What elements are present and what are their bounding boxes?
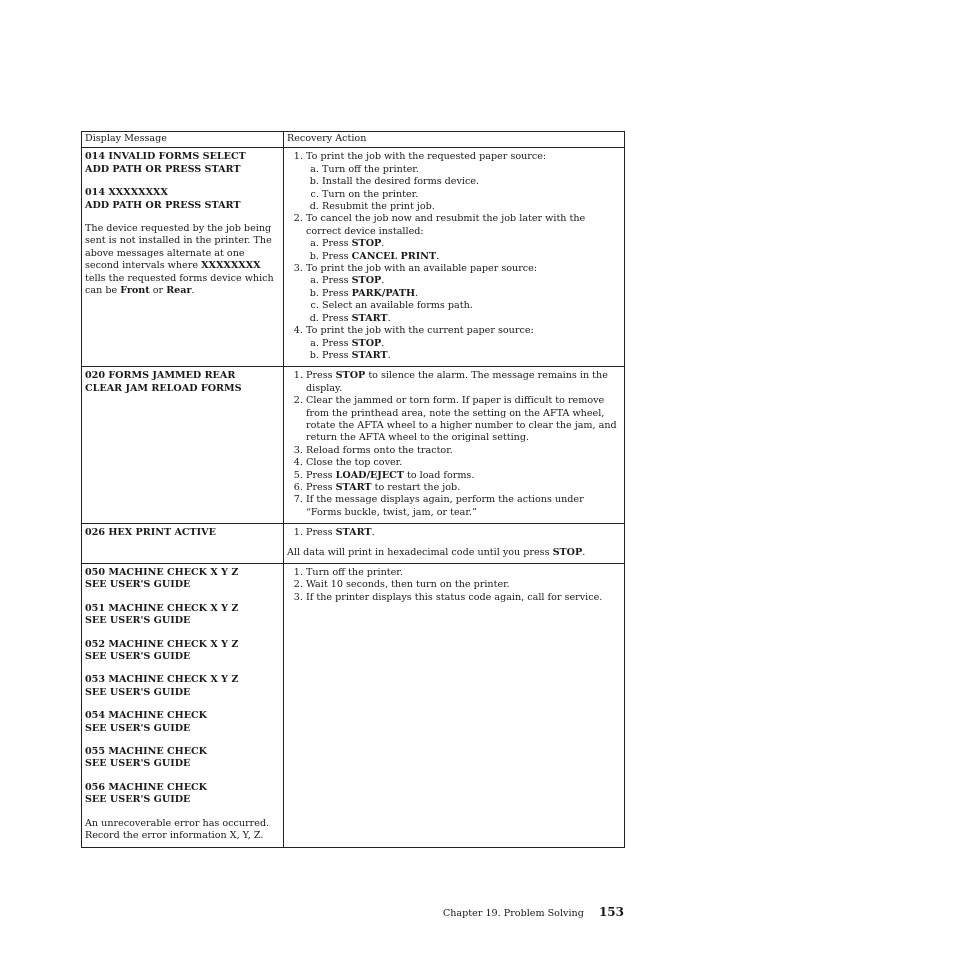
text-run: To print the job with an available paper source:	[306, 263, 538, 275]
recovery-step	[306, 482, 621, 494]
display-message	[85, 527, 280, 539]
text-run: The device requested by the job being sent is not installed in the printer. The above messages alternate at one second intervals where	[85, 223, 272, 272]
recovery-substep	[322, 288, 621, 300]
recovery-step	[306, 263, 621, 325]
text-run: Install the desired forms device.	[322, 176, 480, 188]
recovery-substeps	[306, 338, 621, 363]
bold-term: START	[351, 349, 388, 361]
table-body	[82, 148, 625, 847]
recovery-substep	[322, 350, 621, 362]
display-message-line: SEE USER'S GUIDE	[85, 651, 191, 663]
text-run: Press	[322, 238, 352, 250]
text-run: or	[149, 285, 167, 297]
text-run: Turn off the printer.	[322, 163, 419, 175]
page-number: 153	[598, 905, 624, 919]
text-run: Press	[306, 527, 336, 539]
display-message-line: SEE USER'S GUIDE	[85, 615, 191, 627]
display-message	[85, 674, 280, 699]
display-message-line: SEE USER'S GUIDE	[85, 686, 191, 698]
bold-term: PARK/PATH	[351, 287, 416, 299]
text-run: Turn off the printer.	[306, 567, 403, 578]
bold-term: STOP	[335, 370, 366, 382]
recovery-substep	[322, 189, 621, 201]
text-run: .	[191, 285, 195, 297]
recovery-step	[306, 494, 621, 519]
display-message	[85, 603, 280, 628]
display-message-line: 014 INVALID FORMS SELECT	[85, 151, 246, 163]
bold-term: XXXXXXXX	[201, 260, 261, 272]
table-row	[82, 367, 625, 524]
recovery-action-cell	[284, 148, 625, 367]
recovery-step	[306, 527, 621, 539]
recovery-substep	[322, 176, 621, 188]
table-row	[82, 564, 625, 848]
display-message-line: SEE USER'S GUIDE	[85, 579, 191, 591]
bold-term: STOP	[552, 546, 583, 558]
text-run: .	[387, 349, 391, 361]
display-message-line: 050 MACHINE CHECK X Y Z	[85, 567, 239, 578]
bold-term: START	[351, 312, 388, 324]
recovery-steps	[287, 151, 621, 362]
recovery-step	[306, 579, 621, 591]
recovery-action-cell	[284, 524, 625, 564]
text-run: Close the top cover.	[306, 457, 403, 469]
text-run: .	[582, 546, 586, 558]
display-message-line: 051 MACHINE CHECK X Y Z	[85, 602, 239, 614]
display-message-cell	[82, 367, 284, 524]
header-row	[82, 132, 625, 148]
text-run: .	[381, 238, 385, 250]
bold-term: START	[335, 481, 372, 493]
text-run: tells the requested forms device which can be	[85, 272, 274, 297]
text-run: .	[387, 312, 391, 324]
display-message-line: 014 XXXXXXXX	[85, 187, 168, 199]
table-row	[82, 148, 625, 367]
text-run: Wait 10 seconds, then turn on the printer.	[306, 579, 510, 591]
recovery-step	[306, 445, 621, 457]
text-run: To cancel the job now and resubmit the job later with the correct device installed:	[306, 213, 586, 237]
text-run: Press	[306, 481, 336, 493]
recovery-substep	[322, 338, 621, 350]
text-run: Clear the jammed or torn form. If paper is difficult to remove from the printhead area, note the setting on the AFTA wheel, rotate the AFTA wheel to a higher number to clear the jam, and return the AFTA wheel to the original setting.	[306, 395, 617, 444]
recovery-substep	[322, 300, 621, 312]
text-run: .	[436, 250, 440, 262]
bold-term: Rear	[166, 285, 192, 297]
display-message	[85, 151, 280, 176]
recovery-table	[81, 131, 625, 848]
display-message-line: SEE USER'S GUIDE	[85, 794, 191, 806]
recovery-step	[306, 592, 621, 604]
recovery-step	[306, 395, 621, 445]
text-run: to load forms.	[403, 469, 475, 481]
display-message-line: SEE USER'S GUIDE	[85, 722, 191, 734]
display-message	[85, 567, 280, 592]
recovery-action-cell	[284, 564, 625, 848]
text-run: Press	[322, 275, 352, 287]
display-message-line: ADD PATH OR PRESS START	[85, 199, 241, 211]
display-message	[85, 782, 280, 807]
display-message	[85, 639, 280, 664]
recovery-steps	[287, 370, 621, 519]
text-run: To print the job with the requested paper source:	[306, 151, 547, 163]
text-run: All data will print in hexadecimal code until you press	[287, 546, 553, 558]
table-row	[82, 524, 625, 564]
text-run: To print the job with the current paper source:	[306, 325, 534, 337]
text-run: .	[381, 275, 385, 287]
display-message-line: 026 HEX PRINT ACTIVE	[85, 527, 216, 539]
recovery-substep	[322, 275, 621, 287]
text-run: Press	[322, 337, 352, 349]
footer-chapter-title: Chapter 19. Problem Solving	[442, 908, 584, 919]
message-description	[85, 223, 280, 297]
display-message-cell	[82, 148, 284, 367]
display-message-line: 052 MACHINE CHECK X Y Z	[85, 638, 239, 650]
display-message-line: SEE USER'S GUIDE	[85, 758, 191, 770]
recovery-substeps	[306, 164, 621, 214]
recovery-steps	[287, 527, 621, 539]
bold-term: CANCEL PRINT	[351, 250, 437, 262]
recovery-substeps	[306, 238, 621, 263]
text-run: Select an available forms path.	[322, 300, 473, 312]
bold-term: STOP	[351, 238, 382, 250]
text-run: An unrecoverable error has occurred. Record the error information X, Y, Z.	[85, 817, 270, 842]
display-message-cell	[82, 524, 284, 564]
recovery-action-cell	[284, 367, 625, 524]
display-message	[85, 370, 280, 395]
display-message	[85, 746, 280, 771]
display-message	[85, 187, 280, 212]
recovery-substep	[322, 313, 621, 325]
display-message-line: 053 MACHINE CHECK X Y Z	[85, 674, 239, 686]
text-run: .	[371, 527, 375, 539]
bold-term: Front	[120, 285, 150, 297]
header-recovery-action: Recovery Action	[284, 132, 625, 148]
recovery-note	[287, 547, 621, 559]
bold-term: START	[335, 527, 372, 539]
display-message-line: 054 MACHINE CHECK	[85, 710, 208, 722]
recovery-steps	[287, 567, 621, 604]
text-run: .	[415, 287, 419, 299]
text-run: Press	[322, 287, 352, 299]
table-header	[82, 132, 625, 148]
text-run: to restart the job.	[371, 481, 461, 493]
recovery-step	[306, 151, 621, 213]
display-message-cell	[82, 564, 284, 848]
message-description	[85, 818, 280, 843]
text-run: Press	[306, 370, 336, 382]
display-message-line: 020 FORMS JAMMED REAR	[85, 370, 236, 382]
text-run: Press	[322, 349, 352, 361]
recovery-substep	[322, 201, 621, 213]
text-run: Reload forms onto the tractor.	[306, 444, 453, 456]
bold-term: STOP	[351, 337, 382, 349]
display-message-line: ADD PATH OR PRESS START	[85, 163, 241, 175]
bold-term: STOP	[351, 275, 382, 287]
recovery-step	[306, 457, 621, 469]
text-run: Turn on the printer.	[322, 188, 419, 200]
recovery-substep	[322, 164, 621, 176]
recovery-step	[306, 325, 621, 362]
recovery-step	[306, 470, 621, 482]
page-footer	[443, 901, 624, 920]
text-run: Press	[322, 250, 352, 262]
bold-term: LOAD/EJECT	[335, 469, 404, 481]
recovery-substeps	[306, 275, 621, 325]
display-message-line: 056 MACHINE CHECK	[85, 781, 208, 793]
recovery-step	[306, 213, 621, 263]
display-message-line: 055 MACHINE CHECK	[85, 746, 208, 758]
recovery-substep	[322, 238, 621, 250]
text-run: Press	[306, 469, 336, 481]
text-run: Press	[322, 312, 352, 324]
text-run: to silence the alarm. The message remains in the display.	[306, 370, 608, 394]
text-run: If the message displays again, perform the actions under “Forms buckle, twist, jam, or tear.”	[306, 494, 584, 518]
recovery-step	[306, 370, 621, 395]
text-run: .	[381, 337, 385, 349]
recovery-substep	[322, 251, 621, 263]
recovery-step	[306, 567, 621, 579]
display-message-line: CLEAR JAM RELOAD FORMS	[85, 382, 242, 394]
text-run: Resubmit the print job.	[322, 201, 435, 213]
header-display-message: Display Message	[82, 132, 284, 148]
text-run: If the printer displays this status code again, call for service.	[306, 591, 603, 603]
display-message	[85, 710, 280, 735]
